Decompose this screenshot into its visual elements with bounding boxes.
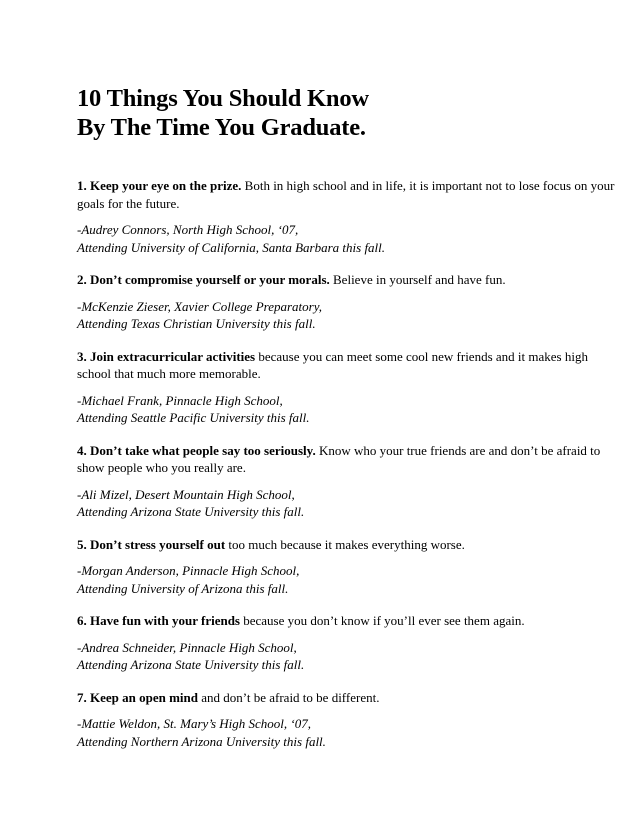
tip-item-1 [77, 177, 618, 256]
tip-text [77, 271, 618, 289]
tip-attribution [77, 715, 618, 750]
attribution-name: -Mattie Weldon, St. Mary’s High School, ‘07, [77, 716, 311, 731]
tip-text [77, 536, 618, 554]
tip-attribution [77, 298, 618, 333]
tip-item-4 [77, 442, 618, 521]
tip-heading: 4. Don’t take what people say too seriously. [77, 442, 316, 458]
tip-item-5 [77, 536, 618, 598]
tip-text [77, 442, 618, 477]
document-title [77, 84, 618, 142]
attribution-college: Attending Arizona State University this fall. [77, 504, 305, 519]
title-line-2: By The Time You Graduate. [77, 114, 366, 141]
attribution-name: -Morgan Anderson, Pinnacle High School, [77, 563, 300, 578]
tip-item-6 [77, 612, 618, 674]
attribution-college: Attending Northern Arizona University this fall. [77, 733, 326, 749]
tip-heading: 3. Join extracurricular activities [77, 348, 256, 364]
attribution-college: Attending Arizona State University this fall. [77, 657, 305, 672]
attribution-name: -McKenzie Zieser, Xavier College Preparatory, [77, 298, 323, 314]
attribution-name: -Ali Mizel, Desert Mountain High School, [77, 486, 295, 502]
attribution-college: Attending University of Arizona this fall. [77, 580, 289, 596]
tip-body: and don’t be afraid to be different. [198, 689, 380, 705]
title-line-1: 10 Things You Should Know [77, 85, 369, 112]
tip-attribution [77, 639, 618, 674]
attribution-name: -Audrey Connors, North High School, ‘07, [77, 222, 299, 237]
tip-attribution [77, 221, 618, 256]
tip-attribution [77, 486, 618, 521]
attribution-college: Attending University of California, Santa Barbara this fall. [77, 239, 386, 255]
tip-heading: 1. Keep your eye on the prize. [77, 178, 242, 193]
tip-heading: 5. Don’t stress yourself out [77, 536, 226, 552]
tip-body: Know who your true friends are and don’t be afraid to show people who you really are. [77, 442, 601, 475]
tip-text [77, 348, 618, 383]
attribution-name: -Michael Frank, Pinnacle High School, [77, 392, 283, 408]
tip-body: because you can meet some cool new friends and it makes high school that much more memorable. [77, 348, 588, 381]
tip-attribution [77, 562, 618, 597]
tip-heading: 2. Don’t compromise yourself or your morals. [77, 272, 330, 287]
tip-text [77, 689, 618, 707]
tip-item-2 [77, 271, 618, 333]
attribution-name: -Andrea Schneider, Pinnacle High School, [77, 639, 297, 655]
tip-heading: 6. Have fun with your friends [77, 613, 240, 628]
tip-heading: 7. Keep an open mind [77, 689, 198, 705]
tip-body: too much because it makes everything worse. [225, 536, 465, 552]
attribution-college: Attending Texas Christian University this fall. [77, 316, 316, 331]
tip-text [77, 612, 618, 630]
attribution-college: Attending Seattle Pacific University this fall. [77, 410, 310, 425]
tips-list [77, 177, 618, 750]
tip-text [77, 177, 618, 212]
tip-attribution [77, 392, 618, 427]
tip-body: Both in high school and in life, it is important not to lose focus on your goals for the future. [77, 178, 615, 211]
tip-item-3 [77, 348, 618, 427]
tip-body: Believe in yourself and have fun. [329, 272, 506, 287]
tip-body: because you don’t know if you’ll ever see them again. [240, 613, 525, 628]
tip-item-7 [77, 689, 618, 751]
